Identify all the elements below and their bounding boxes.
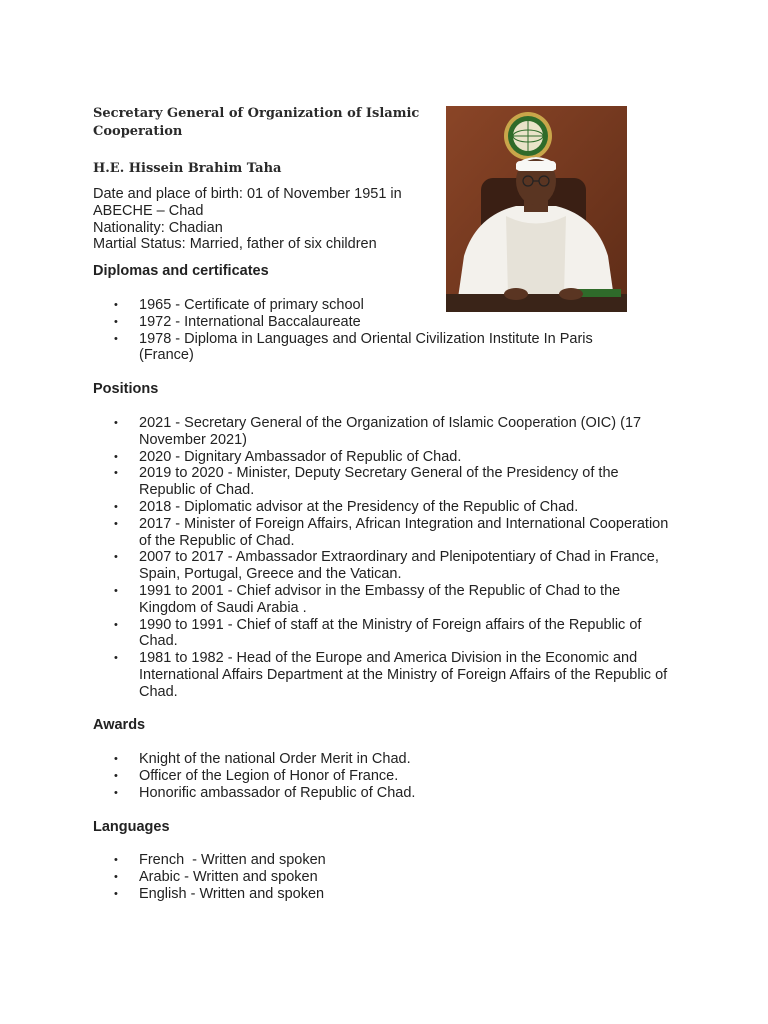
birth-place-line: ABECHE – Chad xyxy=(93,202,204,219)
list-item: • 1990 to 1991 - Chief of staff at the Ministry of Foreign affairs of the Republic of Chad. xyxy=(114,616,642,650)
list-item: • 2017 - Minister of Foreign Affairs, African Integration and International Cooperation of the Republic of Chad. xyxy=(114,515,669,549)
list-item: • 2021 - Secretary General of the Organization of Islamic Cooperation (OIC) (17 November 2021) xyxy=(114,415,642,448)
person-name: H.E. Hissein Brahim Taha xyxy=(93,161,282,176)
marital-status-line: Martial Status: Married, father of six children xyxy=(93,236,377,253)
list-item: • 2020 - Dignitary Ambassador of Republic of Chad. xyxy=(114,448,462,465)
bullet-icon: • xyxy=(114,652,118,665)
bullet-icon: • xyxy=(114,467,118,480)
portrait-photo xyxy=(446,106,627,312)
list-item: • English - Written and spoken xyxy=(114,885,325,902)
diplomas-heading: Diplomas and certificates xyxy=(93,263,269,279)
bullet-icon: • xyxy=(114,887,118,900)
bullet-icon: • xyxy=(114,870,118,883)
oic-emblem xyxy=(504,112,552,160)
list-item: • 1972 - International Baccalaureate xyxy=(114,313,361,330)
bullet-icon: • xyxy=(114,769,118,782)
bullet-icon: • xyxy=(114,786,118,799)
portrait-image xyxy=(446,106,627,312)
bullet-icon: • xyxy=(114,450,118,463)
bullet-icon: • xyxy=(114,584,118,597)
bullet-icon: • xyxy=(114,315,118,328)
list-item: • 2007 to 2017 - Ambassador Extraordinary and Plenipotentiary of Chad in France, Spain, Portugal, Greece and the Vatican. xyxy=(114,549,659,583)
nationality-line: Nationality: Chadian xyxy=(93,219,223,236)
bullet-icon: • xyxy=(114,417,118,429)
bullet-icon: • xyxy=(114,299,118,311)
list-item: • Officer of the Legion of Honor of France. xyxy=(114,767,399,784)
list-item: • 2019 to 2020 - Minister, Deputy Secretary General of the Presidency of the Republic of Chad. xyxy=(114,465,619,499)
bullet-icon: • xyxy=(114,551,118,564)
languages-list xyxy=(93,852,613,902)
list-item: • 2018 - Diplomatic advisor at the Presidency of the Republic of Chad. xyxy=(114,498,579,515)
list-item: • 1981 to 1982 - Head of the Europe and America Division in the Economic and International Affairs Department at the Ministry of Foreign Affairs of the Republic of Chad. xyxy=(114,650,668,700)
bullet-icon: • xyxy=(114,854,118,866)
list-item: • Honorific ambassador of Republic of Chad. xyxy=(114,784,416,801)
list-item: • 1978 - Diploma in Languages and Oriental Civilization Institute In Paris (France) xyxy=(114,330,593,364)
positions-heading: Positions xyxy=(93,381,159,397)
birth-line: Date and place of birth: 01 of November 1951 in xyxy=(93,186,402,202)
list-item: • French - Written and spoken xyxy=(114,852,326,868)
awards-list xyxy=(93,751,613,801)
bio-block xyxy=(93,186,438,253)
bullet-icon: • xyxy=(114,618,118,631)
diplomas-list xyxy=(93,297,613,364)
bullet-icon: • xyxy=(114,753,118,765)
awards-heading: Awards xyxy=(93,717,146,733)
bullet-icon: • xyxy=(114,517,118,530)
list-item: • Arabic - Written and spoken xyxy=(114,868,318,885)
bullet-icon: • xyxy=(114,500,118,513)
list-item: • 1965 - Certificate of primary school xyxy=(114,297,364,313)
languages-heading: Languages xyxy=(93,819,170,835)
document-title: Secretary General of Organization of Islamic Cooperation xyxy=(93,106,420,139)
positions-list xyxy=(93,415,678,701)
bullet-icon: • xyxy=(114,332,118,345)
list-item: • 1991 to 2001 - Chief advisor in the Embassy of the Republic of Chad to the Kingdom of Saudi Arabia . xyxy=(114,582,621,616)
list-item: • Knight of the national Order Merit in Chad. xyxy=(114,751,411,767)
